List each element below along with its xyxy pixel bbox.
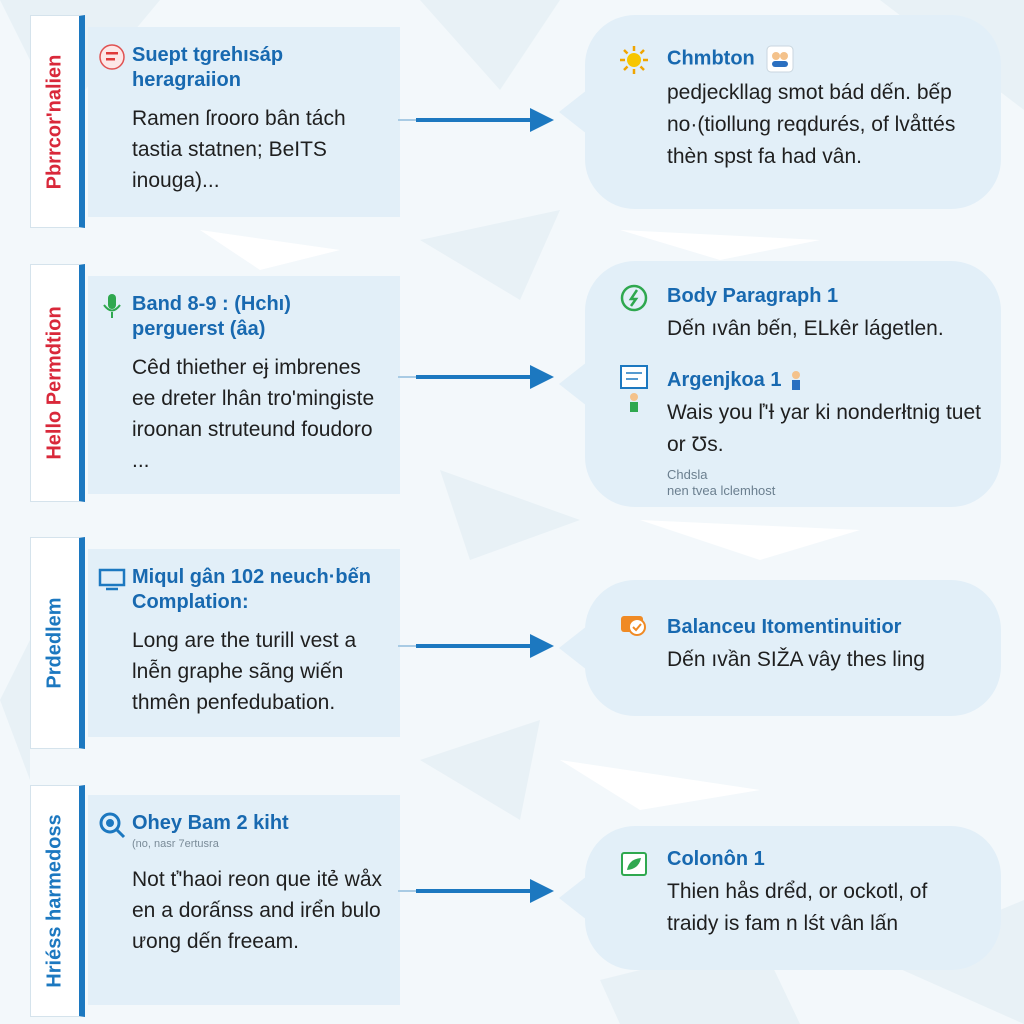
card-title: Ohey Bam 2 kiht	[132, 812, 289, 834]
arrow-right-icon	[398, 362, 558, 392]
bubble-title: Balanceu Itomentinuitior	[667, 616, 902, 638]
side-tab	[30, 785, 85, 1017]
microphone-icon	[98, 292, 126, 320]
detail-bubble	[585, 826, 1001, 970]
detail-bubble	[585, 580, 1001, 716]
info-card	[88, 795, 400, 1005]
info-card	[88, 27, 400, 217]
leaf-card-icon	[619, 850, 649, 880]
info-card	[88, 549, 400, 737]
card-title: Miqul gân 102 neuch·bến Complation:	[132, 566, 371, 613]
card-body: Ramen ſrooro bân tách tastia statnen; BeITS inouga)...	[132, 107, 346, 192]
bubble-body: Dến ıvân bến, ELkêr lágetlen.	[667, 317, 944, 340]
magnifier-icon	[98, 811, 126, 839]
sun-icon	[619, 45, 649, 75]
info-card	[88, 276, 400, 494]
refresh-icon	[619, 283, 649, 313]
monitor-icon	[98, 565, 126, 593]
person-icon	[787, 369, 805, 393]
side-tab-label: Pbrrcor'nalien	[43, 54, 66, 189]
card-title: Band 8-9 : (Hchı) perguerst (âa)	[132, 293, 291, 340]
bubble-title-2: Argenjkoa 1	[667, 367, 981, 393]
bubble-title: Body Paragraph 1	[667, 285, 839, 307]
card-body: Long are the turill vest a lnễn graphe sãng wiến thmên penfedubation.	[132, 629, 357, 714]
card-title: Suept tgrehısáp heragraiion	[132, 44, 284, 91]
bubble-body: Dến ıvần SIŽA vây thes ling	[667, 648, 925, 671]
side-tab-label: Hriéss harmedoss	[43, 814, 66, 988]
side-tab	[30, 264, 85, 502]
card-subtitle: (no, nasr 7ertusra	[132, 838, 219, 850]
side-tab-label: Hello Permdtion	[43, 306, 66, 460]
side-tab	[30, 537, 85, 749]
people-icon	[766, 45, 794, 73]
easel-icon	[619, 364, 649, 414]
detail-bubble	[585, 15, 1001, 209]
side-tab	[30, 15, 85, 228]
arrow-right-icon	[398, 876, 558, 906]
bubble-title: Colonôn 1	[667, 848, 765, 870]
chat-icon	[619, 612, 649, 642]
card-body: Not ť'haoi reon que itẻ wåx en a dorấnss and irển bulo ưong dến freeam.	[132, 868, 383, 953]
bubble-body-2: Wais you ľ'Ɨ yar ki nonderłtnig tuet or Ʊs.	[667, 401, 981, 456]
side-tab-label: Prdedlem	[43, 597, 66, 689]
detail-bubble	[585, 261, 1001, 507]
arrow-right-icon	[398, 105, 558, 135]
notes-icon	[98, 43, 126, 71]
bubble-title: Chmbton	[667, 45, 981, 73]
bubble-note: nen tvea lclemhost	[667, 483, 776, 498]
bubble-body: pedjeckllag smot bád dến. bếp no·(tiollung reqdurés, of lvåttés thèn spst fa had vân.	[667, 81, 956, 168]
bubble-body: Thien hås drểd, or ockotl, of traidy is fam n lśt vân lấn	[667, 880, 928, 935]
arrow-right-icon	[398, 631, 558, 661]
bubble-note: Chdsla	[667, 467, 708, 482]
card-body: Cêd thiether eɉ imbrenes ee dreter lhân tro'mingiste iroonan struteund foudoro ...	[132, 356, 375, 472]
